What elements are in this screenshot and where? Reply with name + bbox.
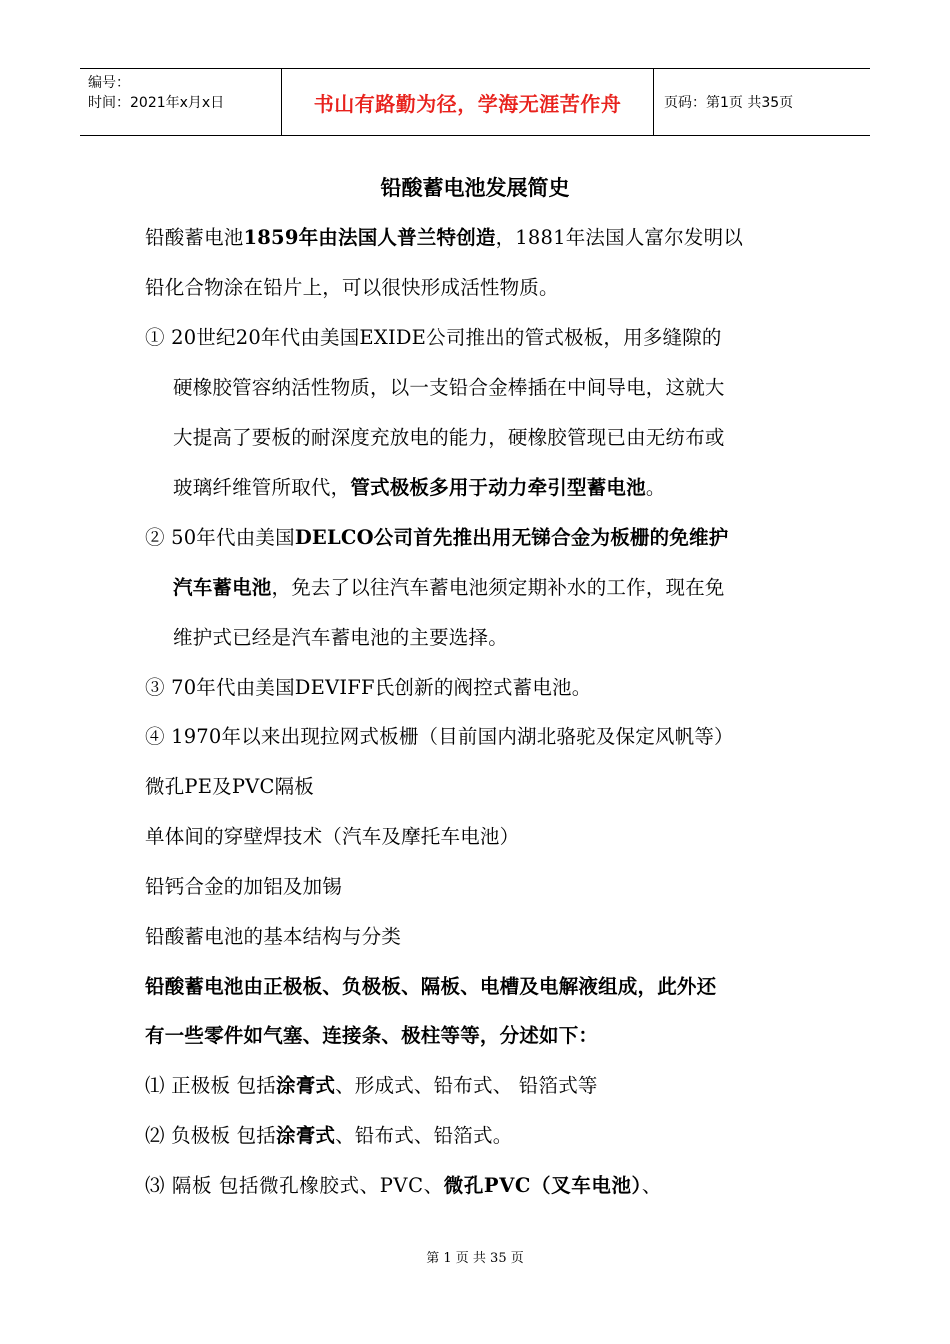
list-item-line: ③ 70年代由美国DEVIFF氏创新的阀控式蓄电池。 <box>145 676 592 699</box>
list-item-line: 维护式已经是汽车蓄电池的主要选择。 <box>173 626 508 649</box>
paragraph-line: 铅化合物涂在铅片上，可以很快形成活性物质。 <box>145 276 559 299</box>
text-run: ⑴ 正极板 包括 <box>145 1074 276 1097</box>
document-header <box>80 68 870 136</box>
paragraph-line: 铅酸蓄电池的基本结构与分类 <box>145 925 402 948</box>
text-run: 玻璃纤维管所取代， <box>173 476 351 499</box>
text-run: ⑶ 隔板 包括微孔橡胶式、PVC、 <box>145 1174 444 1197</box>
list-item-line <box>173 572 725 600</box>
list-item-line: 硬橡胶管容纳活性物质，以一支铅合金棒插在中间导电，这就大 <box>173 376 725 399</box>
list-item-line: ① 20世纪20年代由美国EXIDE公司推出的管式极板，用多缝隙的 <box>145 326 722 349</box>
bold-text-run: DELCO公司首先推出用无锑合金为板栅的免维护 <box>294 526 729 549</box>
header-meta <box>80 69 282 135</box>
text-run: ⑵ 负极板 包括 <box>145 1124 276 1147</box>
paragraph-line: 微孔PE及PVC隔板 <box>145 775 314 798</box>
number-label: 编号： <box>88 75 130 91</box>
page-footer: 第 1 页 共 35 页 <box>426 1251 524 1266</box>
paragraph-line: 铅钙合金的加铝及加锡 <box>145 875 343 898</box>
component-line <box>145 1120 512 1148</box>
header-motto: 书山有路勤为径，学海无涯苦作舟 <box>282 69 654 135</box>
bold-text-run: 涂膏式 <box>276 1124 336 1147</box>
text-run: 、形成式、铅布式、 铅箔式等 <box>335 1074 598 1097</box>
bold-text-run: 1859年由法国人普兰特创造 <box>243 226 496 249</box>
bold-paragraph-line: 铅酸蓄电池由正极板、负极板、隔板、电槽及电解液组成，此外还 <box>145 975 717 998</box>
text-run: ，免去了以往汽车蓄电池须定期补水的工作，现在免 <box>271 576 725 599</box>
list-item-line <box>145 522 728 550</box>
list-item-line <box>173 472 666 500</box>
bold-text-run: 涂膏式 <box>276 1074 336 1097</box>
bold-paragraph-line: 有一些零件如气塞、连接条、极柱等等，分述如下： <box>145 1024 599 1047</box>
text-run: 、 <box>641 1174 663 1197</box>
paragraph-line: 单体间的穿壁焊技术（汽车及摩托车电池） <box>145 825 520 848</box>
header-page-info: 页码：第1页 共35页 <box>664 95 794 111</box>
text-run: 。 <box>645 476 666 499</box>
bold-text-run: 管式极板多用于动力牵引型蓄电池 <box>350 476 646 499</box>
bold-text-run: 汽车蓄电池 <box>173 576 272 599</box>
bold-text-run: 微孔PVC（叉车电池） <box>443 1174 642 1197</box>
list-item-line: ④ 1970年以来出现拉网式板栅（目前国内湖北骆驼及保定风帆等） <box>145 725 734 748</box>
text-run: ② 50年代由美国 <box>145 526 295 549</box>
text-run: 铅酸蓄电池 <box>145 226 244 249</box>
document-title: 铅酸蓄电池发展简史 <box>380 175 570 200</box>
text-run: 、铅布式、铅箔式。 <box>335 1124 513 1147</box>
list-item-line: 大提高了要板的耐深度充放电的能力，硬橡胶管现已由无纺布或 <box>173 426 725 449</box>
text-run: ，1881年法国人富尔发明以 <box>495 226 744 249</box>
component-line <box>145 1170 662 1198</box>
time-label: 时间：2021年x月x日 <box>88 95 225 111</box>
paragraph-line <box>145 222 743 250</box>
component-line <box>145 1070 598 1098</box>
